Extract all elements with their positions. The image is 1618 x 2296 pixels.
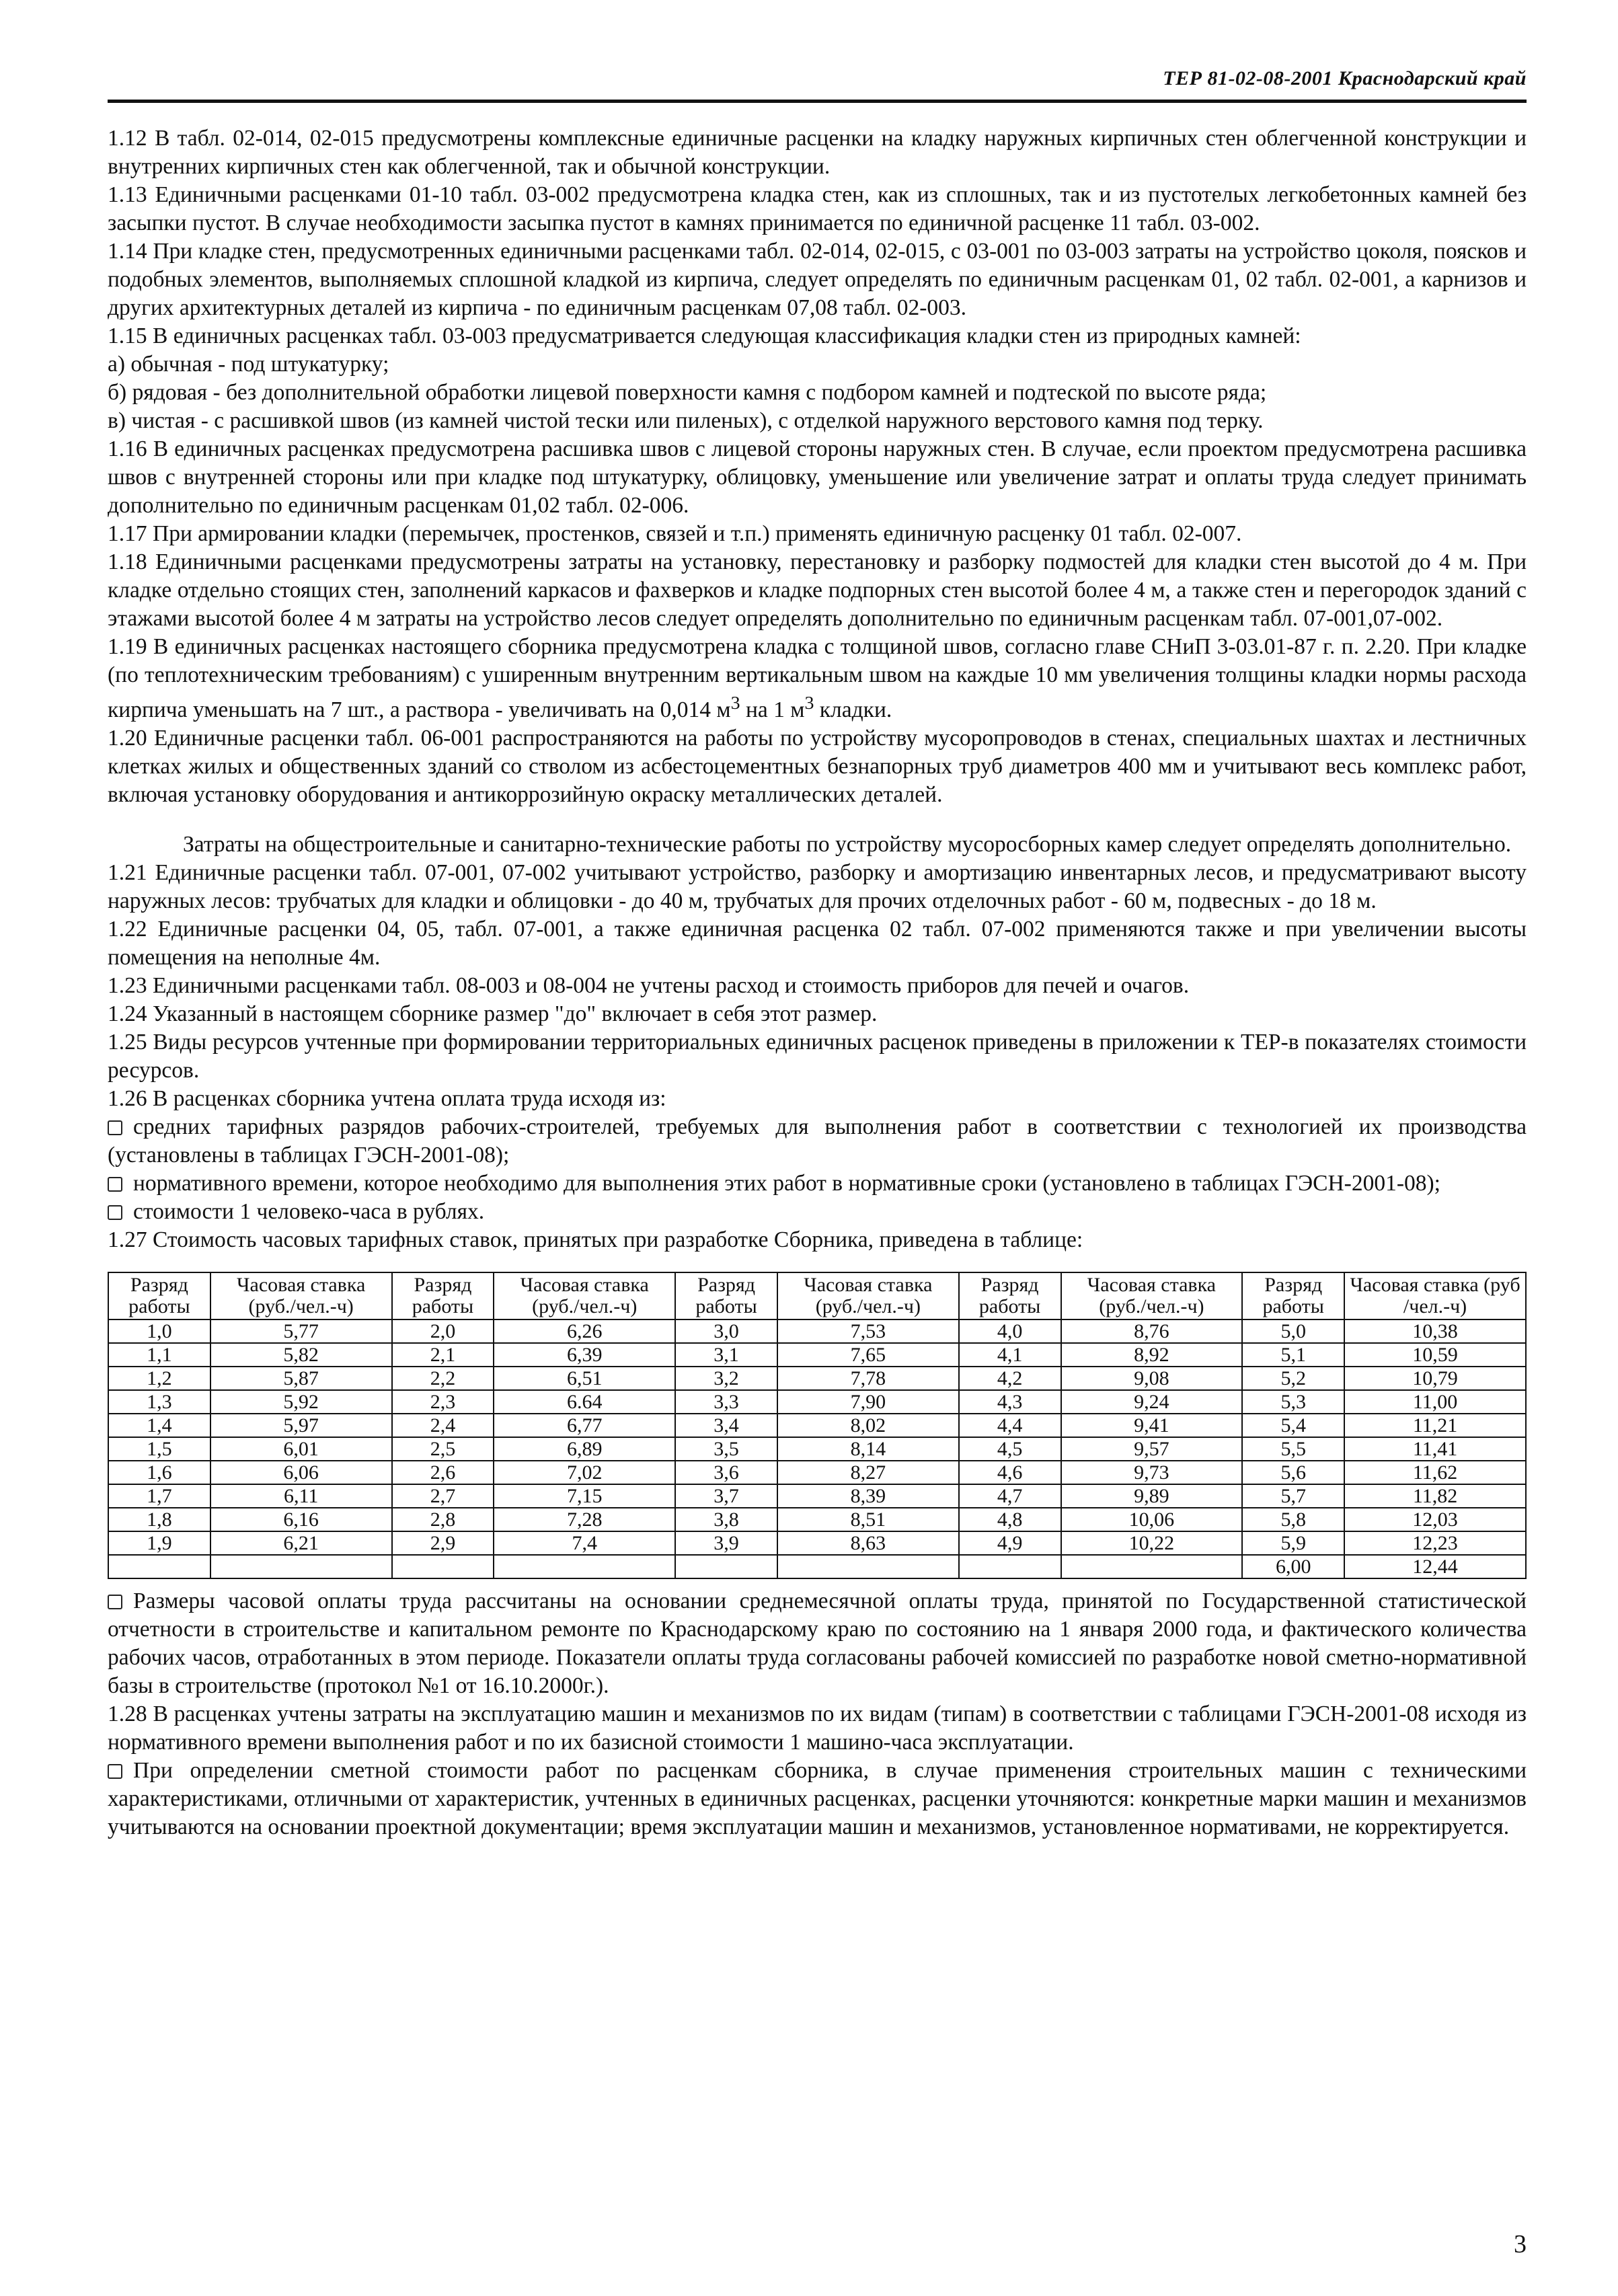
bullet-item-3: [108, 1198, 1527, 1226]
table-cell: 5,7: [1242, 1484, 1344, 1508]
table-row: [108, 1461, 1526, 1484]
table-cell: 7,28: [494, 1508, 675, 1531]
table-cell: 8,14: [777, 1437, 959, 1461]
table-row: [108, 1414, 1526, 1437]
table-cell: 1,3: [108, 1390, 210, 1414]
table-cell: 7,53: [777, 1319, 959, 1343]
table-cell: 1,2: [108, 1367, 210, 1390]
table-cell: 9,24: [1061, 1390, 1243, 1414]
table-cell: 8,63: [777, 1531, 959, 1555]
table-cell: 2,9: [392, 1531, 494, 1555]
table-cell: 8,02: [777, 1414, 959, 1437]
table-cell: 5,1: [1242, 1343, 1344, 1367]
table-cell: 6,01: [210, 1437, 392, 1461]
table-cell: 5,3: [1242, 1390, 1344, 1414]
table-cell: [494, 1555, 675, 1578]
table-cell: 9,57: [1061, 1437, 1243, 1461]
table-row: [108, 1319, 1526, 1343]
checkbox-bullet-icon: [108, 1764, 122, 1779]
table-cell: 4,9: [959, 1531, 1061, 1555]
table-cell: 3,9: [675, 1531, 777, 1555]
checkbox-bullet-icon: [108, 1205, 122, 1220]
table-cell: 3,0: [675, 1319, 777, 1343]
table-cell: 1,0: [108, 1319, 210, 1343]
table-row: [108, 1531, 1526, 1555]
table-cell: 9,73: [1061, 1461, 1243, 1484]
column-header: Часовая ставка (руб./чел.-ч): [494, 1272, 675, 1319]
table-cell: 8,51: [777, 1508, 959, 1531]
column-header: Разряд работы: [108, 1272, 210, 1319]
table-cell: 1,7: [108, 1484, 210, 1508]
bullet-item-2: [108, 1170, 1527, 1198]
paragraph-1-23: 1.23 Единичными расценками табл. 08-003 и 08-004 не учтены расход и стоимость приборов для печей и очагов.: [108, 973, 1190, 999]
table-cell: 7,78: [777, 1367, 959, 1390]
paragraph-1-18: 1.18 Единичными расценками предусмотрены затраты на установку, перестановку и разборку подмостей для кладки стен высотой до 4 м. При кладке отдельно стоящих стен, заполнений каркасов и фахверков и кладке подпорных стен высотой более 4 м, а также стен и перегородок зданий с этажами высотой более 4 м затраты на устройство лесов следует определять дополнительно по единичным расценкам табл. 07-001,07-002.: [108, 549, 1527, 631]
table-cell: 10,38: [1344, 1319, 1526, 1343]
page-number: 3: [1514, 2230, 1527, 2258]
paragraph-1-25: 1.25 Виды ресурсов учтенные при формировании территориальных единичных расценок приведены в приложении к ТЕР-в показателях стоимости ресурсов.: [108, 1030, 1527, 1083]
paragraph-1-16: 1.16 В единичных расценках предусмотрена расшивка швов с лицевой стороны наружных стен. В случае, если проектом предусмотрена расшивка швов с внутренней стороны или при кладке под штукатурку, облицовку, уменьшение или увеличение затрат и оплаты труда следует принимать дополнительно по единичным расценкам 01,02 табл. 02-006.: [108, 436, 1527, 518]
table-cell: 9,41: [1061, 1414, 1243, 1437]
table-cell: [959, 1555, 1061, 1578]
list-item-a: а) обычная - под штукатурку;: [108, 352, 389, 377]
column-header: Разряд работы: [392, 1272, 494, 1319]
paragraph-1-26: 1.26 В расценках сборника учтена оплата труда исходя из:: [108, 1086, 666, 1112]
table-cell: 2,7: [392, 1484, 494, 1508]
table-cell: 4,8: [959, 1508, 1061, 1531]
table-cell: 3,8: [675, 1508, 777, 1531]
table-cell: 11,00: [1344, 1390, 1526, 1414]
table-cell: 2,5: [392, 1437, 494, 1461]
table-cell: 7,15: [494, 1484, 675, 1508]
column-header: Часовая ставка (руб./чел.-ч): [777, 1272, 959, 1319]
table-cell: 5,4: [1242, 1414, 1344, 1437]
table-cell: 5,2: [1242, 1367, 1344, 1390]
paragraph-1-12: 1.12 В табл. 02-014, 02-015 предусмотрены комплексные единичные расценки на кладку наружных кирпичных стен облегченной конструкции и внутренних кирпичных стен как облегченной, так и обычной конструкции.: [108, 126, 1527, 179]
paragraph-1-13: 1.13 Единичными расценками 01-10 табл. 03-002 предусмотрена кладка стен, как из сплошных, так и из пустотелых легкобетонных камней без засыпки пустот. В случае необходимости засыпка пустот в камнях принимается по единичной расценке 11 табл. 03-002.: [108, 182, 1527, 235]
table-note-text: Размеры часовой оплаты труда рассчитаны на основании среднемесячной оплаты труда, принятой по Государственной статистической отчетности в строительстве и капитальном ремонте по Краснодарскому краю по состоянию на 1 января 2000 года, и фактического количества рабочих часов, отработанных в этом периоде. Показатели оплаты труда согласованы рабочей комиссией по разработке новой сметно-нормативной базы в строительстве (протокол №1 от 16.10.2000г.).: [108, 1589, 1527, 1699]
table-cell: 9,08: [1061, 1367, 1243, 1390]
table-cell: 6,39: [494, 1343, 675, 1367]
checkbox-bullet-icon: [108, 1120, 122, 1135]
table-cell: 5,5: [1242, 1437, 1344, 1461]
superscript-3-second: 3: [804, 693, 814, 714]
paragraph-1-19-part2: на 1 м: [740, 697, 805, 723]
table-row: [108, 1390, 1526, 1414]
table-cell: 3,5: [675, 1437, 777, 1461]
table-cell: 5,6: [1242, 1461, 1344, 1484]
table-cell: [108, 1555, 210, 1578]
table-cell: [210, 1555, 392, 1578]
table-cell: [392, 1555, 494, 1578]
table-cell: 1,1: [108, 1343, 210, 1367]
table-cell: 4,6: [959, 1461, 1061, 1484]
list-item-c: в) чистая - с расшивкой швов (из камней чистой тески или пиленых), с отделкой наружного верстового камня под терку.: [108, 408, 1264, 433]
table-cell: 1,4: [108, 1414, 210, 1437]
table-note: [108, 1587, 1527, 1700]
paragraph-1-21: 1.21 Единичные расценки табл. 07-001, 07-002 учитывают устройство, разборку и амортизацию инвентарных лесов, и предусматривают высоту наружных лесов: трубчатых для кладки и облицовки - до 40 м, трубчатых для прочих отделочных работ - 60 м, подвесных - до 18 м.: [108, 860, 1527, 914]
bullet-item-1-text: средних тарифных разрядов рабочих-строителей, требуемых для выполнения работ в соответствии с технологией их производства (установлены в таблицах ГЭСН-2001-08);: [108, 1114, 1527, 1168]
table-cell: 10,06: [1061, 1508, 1243, 1531]
table-cell: 4,5: [959, 1437, 1061, 1461]
paragraph-1-19-part1: 1.19 В единичных расценках настоящего сборника предусмотрена кладка с толщиной швов, согласно главе СНиП 3-03.01-87 г. п. 2.20. При кладке (по теплотехническим требованиям) с уширенным внутренним вертикальным швом на каждые 10 мм увеличения толщины кладки нормы расхода кирпича уменьшать на 7 шт., а раствора - увеличивать на 0,014 м: [108, 634, 1527, 723]
table-row: [108, 1555, 1526, 1578]
table-cell: 7,02: [494, 1461, 675, 1484]
checkbox-bullet-icon: [108, 1177, 122, 1192]
table-cell: 12,44: [1344, 1555, 1526, 1578]
table-row: [108, 1508, 1526, 1531]
table-cell: 12,23: [1344, 1531, 1526, 1555]
paragraph-1-28-note-text: При определении сметной стоимости работ по расценкам сборника, в случае применения строительных машин с техническими характеристиками, отличными от характеристик, учтенных в единичных расценках, расценки уточняются: конкретные марки машин и механизмов учитываются на основании проектной документации; время эксплуатации машин и механизмов, установленное нормативами, не корректируется.: [108, 1758, 1527, 1840]
table-header-row: [108, 1272, 1526, 1319]
bullet-item-3-text: стоимости 1 человеко-часа в рублях.: [133, 1199, 485, 1225]
table-cell: 5,97: [210, 1414, 392, 1437]
table-row: [108, 1437, 1526, 1461]
table-cell: 2,2: [392, 1367, 494, 1390]
table-cell: 5,87: [210, 1367, 392, 1390]
paragraph-1-19: [108, 633, 1527, 724]
table-cell: 2,0: [392, 1319, 494, 1343]
table-row: [108, 1367, 1526, 1390]
table-cell: 2,3: [392, 1390, 494, 1414]
table-cell: 7,65: [777, 1343, 959, 1367]
column-header: Часовая ставка (руб./чел.-ч): [210, 1272, 392, 1319]
table-cell: 3,3: [675, 1390, 777, 1414]
table-cell: 6,06: [210, 1461, 392, 1484]
table-cell: 9,89: [1061, 1484, 1243, 1508]
table-cell: 3,7: [675, 1484, 777, 1508]
table-cell: 4,3: [959, 1390, 1061, 1414]
table-cell: 6.64: [494, 1390, 675, 1414]
table-cell: 8,39: [777, 1484, 959, 1508]
table-cell: 6,51: [494, 1367, 675, 1390]
column-header: Разряд работы: [675, 1272, 777, 1319]
table-cell: [1061, 1555, 1243, 1578]
table-cell: 11,21: [1344, 1414, 1526, 1437]
table-cell: 2,4: [392, 1414, 494, 1437]
paragraph-1-27: 1.27 Стоимость часовых тарифных ставок, принятых при разработке Сборника, приведена в таблице:: [108, 1227, 1083, 1253]
table-cell: 12,03: [1344, 1508, 1526, 1531]
table-cell: 1,8: [108, 1508, 210, 1531]
table-cell: 3,2: [675, 1367, 777, 1390]
superscript-3: 3: [730, 693, 740, 714]
hourly-rate-table: [108, 1272, 1527, 1579]
table-cell: 5,0: [1242, 1319, 1344, 1343]
column-header: Часовая ставка (руб /чел.-ч): [1344, 1272, 1526, 1319]
table-cell: [675, 1555, 777, 1578]
table-cell: 4,4: [959, 1414, 1061, 1437]
paragraph-1-28: 1.28 В расценках учтены затраты на эксплуатацию машин и механизмов по их видам (типам) в соответствии с таблицами ГЭСН-2001-08 исходя из нормативного времени выполнения работ и по их базисной стоимости 1 машино-часа эксплуатации.: [108, 1701, 1527, 1755]
column-header: Разряд работы: [1242, 1272, 1344, 1319]
table-cell: 3,4: [675, 1414, 777, 1437]
table-cell: 4,1: [959, 1343, 1061, 1367]
table-cell: 6,26: [494, 1319, 675, 1343]
paragraph-1-24: 1.24 Указанный в настоящем сборнике размер "до" включает в себя этот размер.: [108, 1001, 878, 1027]
table-cell: 5,9: [1242, 1531, 1344, 1555]
bullet-item-2-text: нормативного времени, которое необходимо для выполнения этих работ в нормативные сроки (установлено в таблицах ГЭСН-2001-08);: [133, 1171, 1440, 1196]
paragraph-1-15: 1.15 В единичных расценках табл. 03-003 предусматривается следующая классификация кладки стен из природных камней:: [108, 323, 1301, 348]
paragraph-1-22: 1.22 Единичные расценки 04, 05, табл. 07-001, а также единичная расценка 02 табл. 07-002 применяются также и при увеличении высоты помещения на неполные 4м.: [108, 917, 1527, 970]
checkbox-bullet-icon: [108, 1595, 122, 1609]
list-item-b: б) рядовая - без дополнительной обработки лицевой поверхности камня с подбором камней и подтеской по высоте ряда;: [108, 380, 1267, 405]
table-cell: 2,6: [392, 1461, 494, 1484]
table-row: [108, 1343, 1526, 1367]
table-cell: 1,9: [108, 1531, 210, 1555]
table-cell: 11,41: [1344, 1437, 1526, 1461]
table-cell: 5,77: [210, 1319, 392, 1343]
header-rule: [108, 100, 1527, 103]
table-cell: 6,16: [210, 1508, 392, 1531]
table-cell: 5,82: [210, 1343, 392, 1367]
paragraph-1-14: 1.14 При кладке стен, предусмотренных единичными расценками табл. 02-014, 02-015, с 03-001 по 03-003 затраты на устройство цоколя, поясков и подобных элементов, выполняемых сплошной кладкой из кирпича, следует определять по единичным расценкам 01, 02 табл. 02-001, а карнизов и других архитектурных деталей из кирпича - по единичным расценкам 07,08 табл. 02-003.: [108, 239, 1527, 320]
table-body: [108, 1319, 1526, 1578]
table-cell: 3,1: [675, 1343, 777, 1367]
table-cell: 4,0: [959, 1319, 1061, 1343]
paragraph-1-17: 1.17 При армировании кладки (перемычек, простенков, связей и т.п.) применять единичную расценку 01 табл. 02-007.: [108, 521, 1242, 546]
table-row: [108, 1484, 1526, 1508]
paragraph-1-19-part3: кладки.: [814, 697, 892, 723]
paragraph-1-20-addendum: Затраты на общестроительные и санитарно-технические работы по устройству мусоросборных камер следует определять дополнительно.: [183, 832, 1512, 857]
table-cell: 8,27: [777, 1461, 959, 1484]
table-cell: 5,8: [1242, 1508, 1344, 1531]
paragraph-1-28-note: [108, 1757, 1527, 1841]
table-cell: 8,92: [1061, 1343, 1243, 1367]
table-cell: 6,21: [210, 1531, 392, 1555]
page-content: [108, 124, 1527, 1841]
table-cell: 6,89: [494, 1437, 675, 1461]
table-cell: 2,8: [392, 1508, 494, 1531]
table-cell: 11,82: [1344, 1484, 1526, 1508]
table-cell: 6,77: [494, 1414, 675, 1437]
table-cell: 4,2: [959, 1367, 1061, 1390]
paragraph-1-20: 1.20 Единичные расценки табл. 06-001 распространяются на работы по устройству мусоропроводов в стенах, специальных шахтах и лестничных клетках жилых и общественных зданий со стволом из асбестоцементных безнапорных труб диаметров 400 мм и учитывают весь комплекс работ, включая установку оборудования и антикоррозийную окраску металлических деталей.: [108, 726, 1527, 808]
table-cell: 7,90: [777, 1390, 959, 1414]
table-cell: 11,62: [1344, 1461, 1526, 1484]
table-cell: 5,92: [210, 1390, 392, 1414]
column-header: Часовая ставка (руб./чел.-ч): [1061, 1272, 1243, 1319]
document-header: ТЕР 81-02-08-2001 Краснодарский край: [1163, 67, 1527, 89]
table-cell: 10,79: [1344, 1367, 1526, 1390]
column-header: Разряд работы: [959, 1272, 1061, 1319]
table-cell: 1,5: [108, 1437, 210, 1461]
table-cell: 10,59: [1344, 1343, 1526, 1367]
table-cell: 6,11: [210, 1484, 392, 1508]
table-cell: 7,4: [494, 1531, 675, 1555]
table-cell: 10,22: [1061, 1531, 1243, 1555]
table-cell: 4,7: [959, 1484, 1061, 1508]
table-cell: [777, 1555, 959, 1578]
table-cell: 1,6: [108, 1461, 210, 1484]
table-cell: 6,00: [1242, 1555, 1344, 1578]
table-cell: 3,6: [675, 1461, 777, 1484]
table-cell: 8,76: [1061, 1319, 1243, 1343]
bullet-item-1: [108, 1113, 1527, 1170]
table-cell: 2,1: [392, 1343, 494, 1367]
